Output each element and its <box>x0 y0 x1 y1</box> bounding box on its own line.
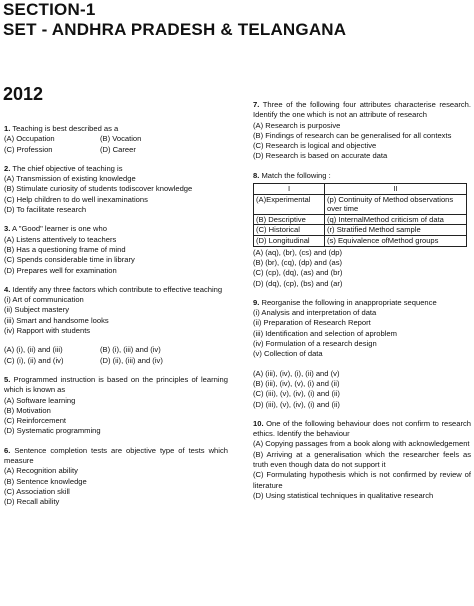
option-c: (C) Profession <box>4 144 53 154</box>
option-d: (D) Using statistical techniques in qualitative research <box>253 490 434 500</box>
item-i: (i) Analysis and interpretation of data <box>253 308 377 318</box>
option-a: (A) (iii), (iv), (i), (ii) and (v) <box>253 368 340 378</box>
question-4 <box>4 285 228 366</box>
question-10 <box>253 419 471 501</box>
option-a: (A) (aq), (br), (cs) and (dp) <box>253 247 343 257</box>
left-column <box>4 124 228 517</box>
option-c: (C) Spends considerable time in library <box>4 255 135 265</box>
question-text: Sentence completion tests are objective type of tests which measure <box>4 445 228 466</box>
question-8 <box>253 171 471 289</box>
table-cell: (A)Experimental <box>254 194 325 214</box>
question-number: 3. <box>4 224 11 234</box>
item-v: (v) Collection of data <box>253 349 323 359</box>
question-number: 10. <box>253 418 264 428</box>
option-d: (D) (iii), (v), (iv), (i) and (ii) <box>253 399 340 409</box>
option-b: (B) Sentence knowledge <box>4 476 87 486</box>
right-column <box>253 100 471 510</box>
table-cell: (q) InternalMethod criticism of data <box>325 214 467 225</box>
item-ii: (ii) Preparation of Research Report <box>253 318 371 328</box>
question-number: 7. <box>253 100 260 109</box>
question-text: A "Good" learner is one who <box>12 224 107 234</box>
option-d: (D) (dq), (cp), (bs) and (ar) <box>253 278 343 288</box>
question-number: 9. <box>253 297 260 307</box>
question-text: One of the following behaviour does not confirm to research ethics. Identify the behaviour <box>253 418 471 439</box>
option-d: (D) Research is based on accurate data <box>253 151 388 161</box>
table-cell: (B) Descriptive <box>254 214 325 225</box>
option-b: (B) (iii), (iv), (v), (i) and (ii) <box>253 378 340 388</box>
question-1 <box>4 124 228 155</box>
question-number: 5. <box>4 374 11 384</box>
question-3 <box>4 224 228 275</box>
option-d: (D) To facilitate research <box>4 205 87 215</box>
option-b: (B) (br), (cq), (dp) and (as) <box>253 257 343 267</box>
option-a: (A) (i), (ii) and (iii) <box>4 345 63 355</box>
option-b: (B) Findings of research can be generalised for all contexts <box>253 130 452 140</box>
item-iv: (iv) Formulation of a research design <box>253 339 377 349</box>
table-header-ii: II <box>325 184 467 195</box>
question-text: Three of the following four attributes characterise research. Identify the one which is not an attribute of research <box>253 100 471 120</box>
option-c: (C) Association skill <box>4 486 70 496</box>
option-d: (D) (ii), (iii) and (iv) <box>100 355 163 365</box>
item-ii: (ii) Subject mastery <box>4 305 69 315</box>
question-number: 1. <box>4 124 11 133</box>
question-text: Reorganise the following in anappropriate sequence <box>261 297 437 307</box>
option-a: (A) Listens attentively to teachers <box>4 234 117 244</box>
option-b: (B) (i), (iii) and (iv) <box>100 345 161 355</box>
option-d: (D) Career <box>100 144 136 154</box>
question-5 <box>4 375 228 437</box>
option-a: (A) Research is purposive <box>253 120 341 130</box>
question-number: 4. <box>4 284 11 294</box>
option-c: (C) (cp), (dq), (as) and (br) <box>253 268 343 278</box>
table-row <box>254 194 467 214</box>
question-text: Match the following : <box>261 170 331 180</box>
option-d: (D) Recall ability <box>4 497 60 507</box>
question-text: Programmed instruction is based on the principles of learning which is known as <box>4 374 228 395</box>
question-7 <box>253 100 471 162</box>
option-a: (A) Transmission of existing knowledge <box>4 174 136 184</box>
table-cell: (D) Longitudinal <box>254 236 325 247</box>
year-heading: 2012 <box>3 84 44 104</box>
option-c: (C) (iii), (v), (iv), (i) and (ii) <box>253 389 340 399</box>
table-row <box>254 225 467 236</box>
table-cell: (p) Continuity of Method observations over time <box>325 194 467 214</box>
question-9 <box>253 298 471 410</box>
option-b: (B) Has a questioning frame of mind <box>4 244 126 254</box>
option-d: (D) Prepares well for examination <box>4 265 117 275</box>
table-cell: (C) Historical <box>254 225 325 236</box>
item-iii: (iii) Identification and selection of aproblem <box>253 328 397 338</box>
question-number: 2. <box>4 163 11 173</box>
option-c: (C) (i), (ii) and (iv) <box>4 355 64 365</box>
question-number: 6. <box>4 445 11 455</box>
question-number: 8. <box>253 170 260 180</box>
question-2 <box>4 164 228 215</box>
option-a: (A) Copying passages from a book along with acknowledgement <box>253 439 470 449</box>
table-cell: (r) Stratified Method sample <box>325 225 467 236</box>
set-title: SET - ANDHRA PRADESH & TELANGANA <box>3 20 347 39</box>
option-c: (C) Formulating hypothesis which is not confirmed by review of literature <box>253 470 471 490</box>
table-row <box>254 236 467 247</box>
option-c: (C) Reinforcement <box>4 416 67 426</box>
option-c: (C) Research is logical and objective <box>253 141 377 151</box>
option-b: (B) Arriving at a generalisation which the researcher feels as truth even though data do not support it <box>253 449 471 469</box>
table-cell: (s) Equivalence ofMethod groups <box>325 236 467 247</box>
item-iv: (iv) Rapport with students <box>4 326 91 336</box>
section-title: SECTION-1 <box>3 0 96 19</box>
item-iii: (iii) Smart and handsome looks <box>4 315 109 325</box>
table-row <box>254 214 467 225</box>
option-b: (B) Vocation <box>100 134 142 144</box>
option-a: (A) Software learning <box>4 395 76 405</box>
question-text: Identify any three factors which contribute to effective teaching <box>12 284 223 294</box>
option-c: (C) Help children to do well inexaminations <box>4 194 148 204</box>
match-table <box>253 183 467 247</box>
table-header-i: I <box>254 184 325 195</box>
option-b: (B) Stimulate curiosity of students todiscover knowledge <box>4 184 193 194</box>
question-text: Teaching is best described as a <box>12 124 119 133</box>
question-text: The chief objective of teaching is <box>12 163 123 173</box>
item-i: (i) Art of communication <box>4 295 84 305</box>
option-b: (B) Motivation <box>4 405 51 415</box>
option-a: (A) Recognition ability <box>4 466 78 476</box>
option-d: (D) Systematic programming <box>4 426 101 436</box>
page-header <box>3 0 346 40</box>
question-6 <box>4 446 228 508</box>
option-a: (A) Occupation <box>4 134 55 144</box>
